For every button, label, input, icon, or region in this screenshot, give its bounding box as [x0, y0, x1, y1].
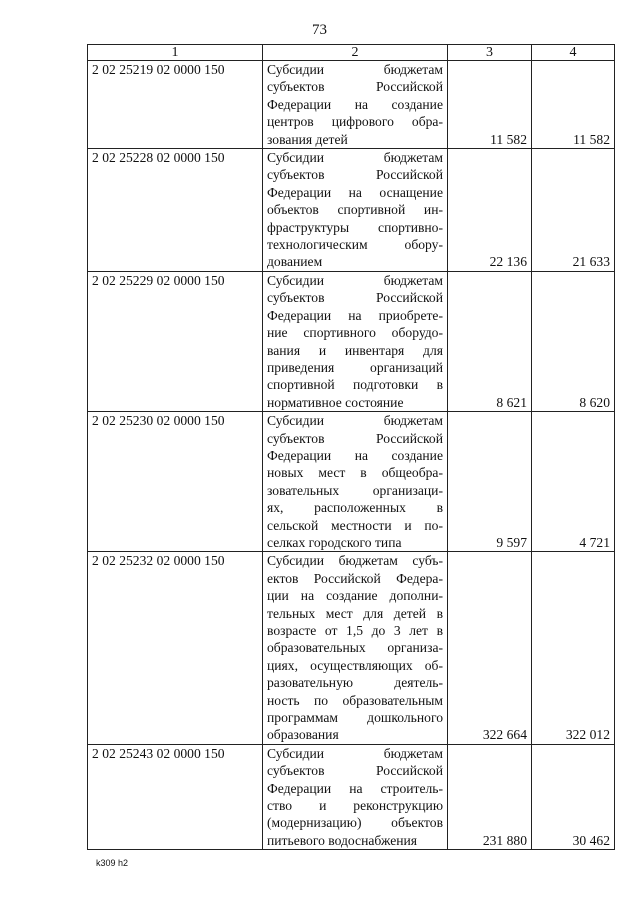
description-line: новых мест в общеобра- [267, 465, 443, 481]
header-col-1: 1 [88, 45, 263, 61]
amount-col-4-cell: 11 582 [532, 61, 615, 149]
amount-col-4-cell: 21 633 [532, 149, 615, 272]
description-line: образовательных организа- [267, 640, 443, 656]
description-line: ность по образовательным [267, 692, 443, 708]
table-row [88, 149, 615, 272]
amount-col-4-cell: 30 462 [532, 744, 615, 849]
description-cell [263, 552, 448, 744]
description-line: зования детей [267, 131, 348, 147]
description-line: спортивной подготовки в [267, 377, 443, 393]
description-line: зовательных организаци- [267, 482, 443, 498]
description-cell [263, 61, 448, 149]
description-line: объектов спортивной ин- [267, 202, 443, 218]
description-line: Федерации на создание [267, 447, 443, 463]
budget-code-cell: 2 02 25219 02 0000 150 [88, 61, 263, 149]
table-row [88, 744, 615, 849]
description-line: (модернизацию) объектов [267, 815, 443, 831]
description-line: Субсидии бюджетам [267, 272, 443, 288]
description-line: возрасте от 1,5 до 3 лет в [267, 623, 443, 638]
amount-col-3-cell: 11 582 [448, 61, 532, 149]
description-line: центров цифрового обра- [267, 114, 443, 130]
amount-col-3-cell: 9 597 [448, 412, 532, 552]
page-number: 73 [312, 22, 327, 38]
description-line: сельской местности и по- [267, 517, 443, 533]
description-line: Субсидии бюджетам [267, 150, 443, 166]
budget-code-cell: 2 02 25229 02 0000 150 [88, 271, 263, 411]
description-line: питьевого водоснабжения [267, 832, 418, 848]
description-line: Субсидии бюджетам [267, 745, 443, 761]
description-cell [263, 744, 448, 849]
description-line: тельных мест для детей в [267, 605, 443, 621]
amount-col-3-cell: 231 880 [448, 744, 532, 849]
description-line: разовательную деятель- [267, 675, 443, 691]
description-line: субъектов Российской [267, 290, 443, 306]
description-line: ектов Российской Федера- [267, 570, 443, 586]
description-line: Федерации на оснащение [267, 184, 443, 200]
description-line: циях, осуществляющих об- [267, 657, 443, 673]
budget-code-cell: 2 02 25228 02 0000 150 [88, 149, 263, 272]
description-line: ях, расположенных в [267, 500, 443, 516]
description-line: субъектов Российской [267, 79, 443, 95]
budget-code-cell: 2 02 25232 02 0000 150 [88, 552, 263, 744]
description-line: фраструктуры спортивно- [267, 219, 443, 235]
description-line: ство и реконструкцию [267, 798, 443, 814]
description-line: Субсидии бюджетам [267, 62, 443, 77]
description-line: селках городского типа [267, 534, 402, 550]
description-line: дованием [267, 254, 323, 270]
table-header-row [88, 45, 615, 61]
budget-table [87, 44, 615, 850]
description-line: субъектов Российской [267, 763, 443, 779]
amount-col-3-cell: 322 664 [448, 552, 532, 744]
description-line: приведения организаций [267, 359, 443, 375]
description-line: субъектов Российской [267, 430, 443, 446]
description-cell [263, 412, 448, 552]
description-line: Федерации на строитель- [267, 780, 443, 796]
description-line: Федерации на приобрете- [267, 307, 443, 323]
amount-col-4-cell: 8 620 [532, 271, 615, 411]
footer-code: k309 h2 [96, 858, 129, 868]
description-line: субъектов Российской [267, 167, 443, 183]
description-cell [263, 271, 448, 411]
description-line: ции на создание дополни- [267, 588, 443, 604]
description-line: ние спортивного оборудо- [267, 325, 443, 341]
description-line: программам дошкольного [267, 710, 443, 726]
description-line: Субсидии бюджетам субъ- [267, 553, 443, 569]
budget-code-cell: 2 02 25230 02 0000 150 [88, 412, 263, 552]
table-row [88, 271, 615, 411]
description-line: нормативное состояние [267, 394, 404, 410]
header-col-4: 4 [532, 45, 615, 61]
description-line: образования [267, 727, 339, 743]
header-col-2: 2 [263, 45, 448, 61]
header-col-3: 3 [448, 45, 532, 61]
table-row [88, 552, 615, 744]
description-cell [263, 149, 448, 272]
description-line: Федерации на создание [267, 96, 443, 112]
amount-col-4-cell: 4 721 [532, 412, 615, 552]
budget-code-cell: 2 02 25243 02 0000 150 [88, 744, 263, 849]
amount-col-3-cell: 22 136 [448, 149, 532, 272]
description-line: Субсидии бюджетам [267, 413, 443, 429]
table-row [88, 412, 615, 552]
table-body [88, 61, 615, 850]
description-line: технологическим обору- [267, 237, 443, 253]
amount-col-4-cell: 322 012 [532, 552, 615, 744]
description-line: вания и инвентаря для [267, 342, 443, 358]
amount-col-3-cell: 8 621 [448, 271, 532, 411]
table-row [88, 61, 615, 149]
